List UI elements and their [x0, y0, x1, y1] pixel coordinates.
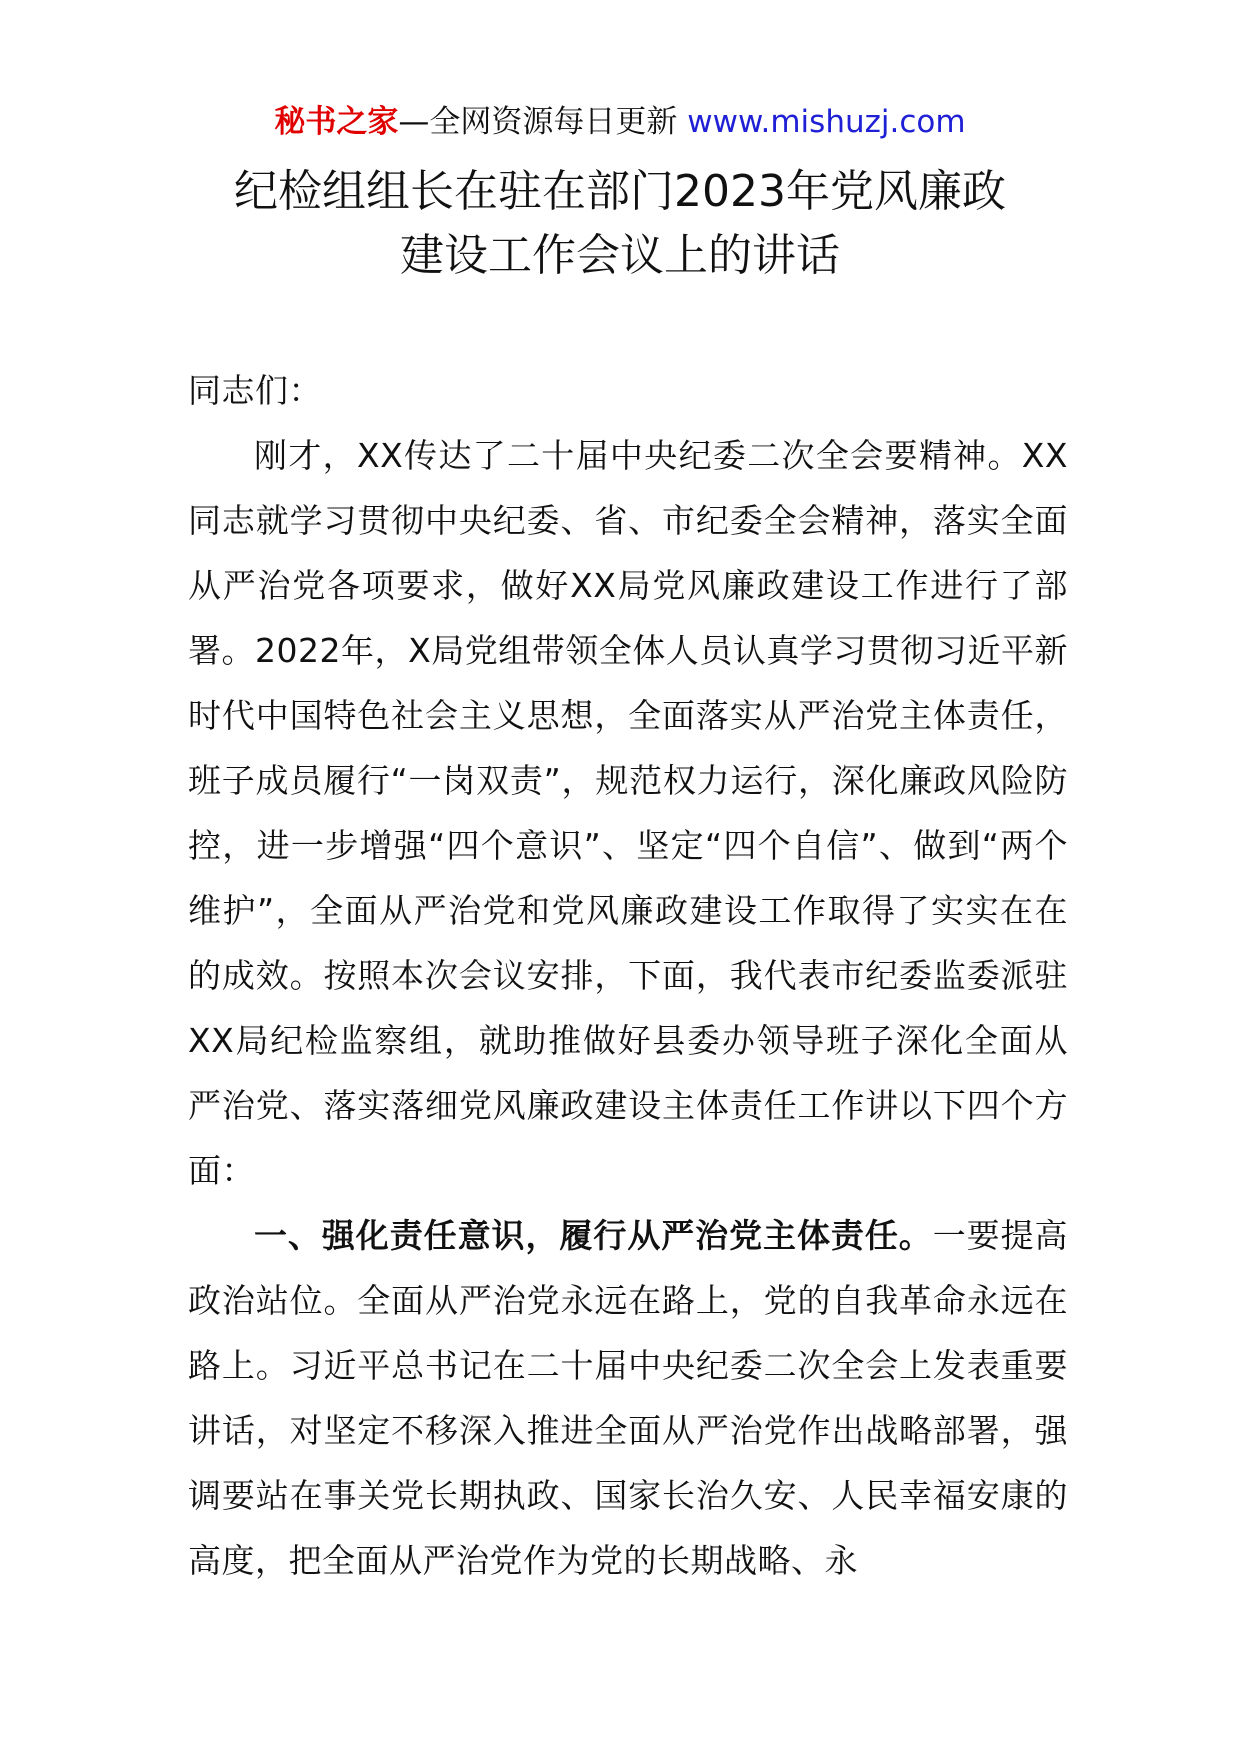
title-line-1: 纪检组组长在驻在部门2023年党风廉政	[234, 166, 1006, 217]
header-slogan: —全网资源每日更新	[398, 104, 688, 140]
paragraph-1: 刚才，XX传达了二十届中央纪委二次全会要精神。XX同志就学习贯彻中央纪委、省、市纪委全会精神，落实全面从严治党各项要求，做好XX局党风廉政建设工作进行了部署。2022年，X局党组带领全体人员认真学习贯彻习近平新时代中国特色社会主义思想，全面落实从严治党主体责任，班子成员履行“一岗双责”，规范权力运行，深化廉政风险防控，进一步增强“四个意识”、坚定“四个自信”、做到“两个维护”，全面从严治党和党风廉政建设工作取得了实实在在的成效。按照本次会议安排，下面，我代表市纪委监委派驻XX局纪检监察组，就助推做好县委办领导班子深化全面从严治党、落实落细党风廉政建设主体责任工作讲以下四个方面：	[188, 436, 1068, 1190]
salutation: 同志们：	[188, 371, 322, 410]
paragraph-2-heading: 一、强化责任意识，履行从严治党主体责任。	[254, 1216, 933, 1255]
paragraph-2	[188, 1203, 1068, 1593]
brand-name: 秘书之家	[274, 104, 399, 140]
site-url-link[interactable]: www.mishuzj.com	[687, 104, 966, 140]
document-body	[188, 358, 1068, 1593]
title-line-2: 建设工作会议上的讲话	[400, 230, 840, 281]
document-title	[120, 160, 1120, 288]
source-header	[0, 100, 1240, 144]
paragraph-2-text: 一要提高政治站位。全面从严治党永远在路上，党的自我革命永远在路上。习近平总书记在二十届中央纪委二次全会上发表重要讲话，对坚定不移深入推进全面从严治党作出战略部署，强调要站在事关党长期执政、国家长治久安、人民幸福安康的高度，把全面从严治党作为党的长期战略、永	[188, 1216, 1069, 1580]
